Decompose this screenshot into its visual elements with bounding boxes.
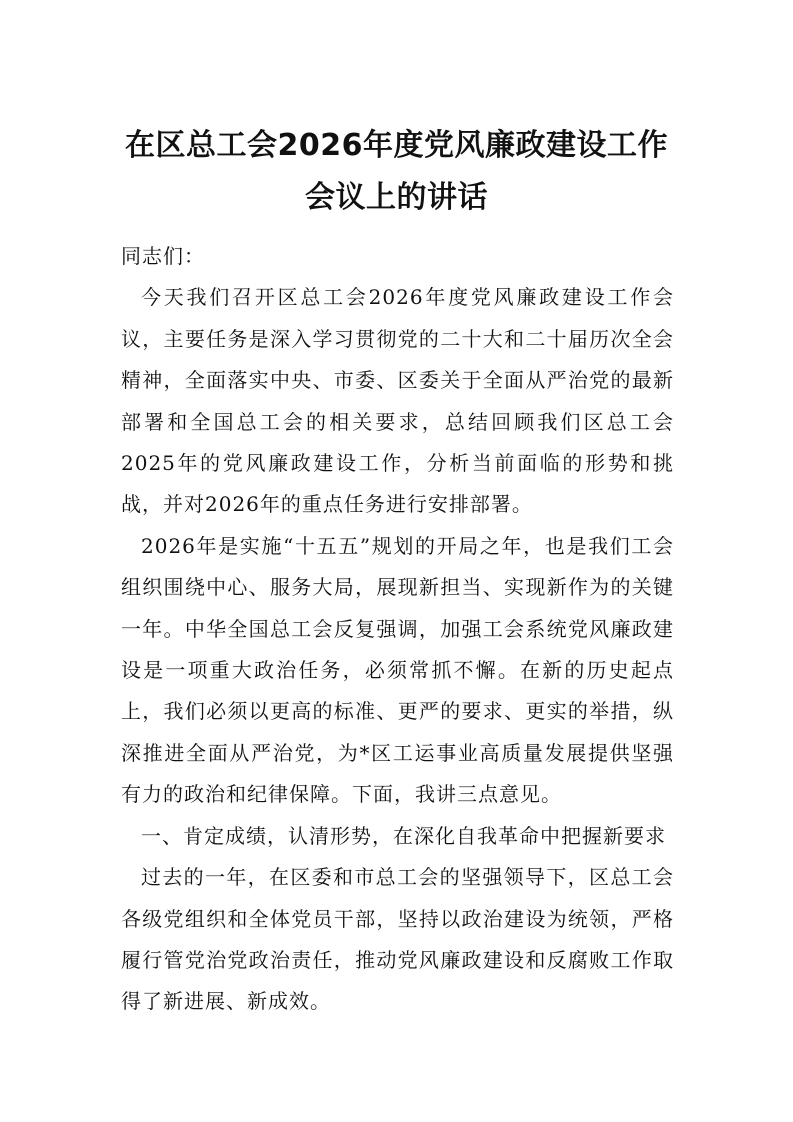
- section-heading-one: 一、肯定成绩，认清形势，在深化自我革命中把握新要求: [141, 823, 666, 848]
- paragraph-opening: 今天我们召开区总工会2026年度党风廉政建设工作会议，主要任务是深入学习贯彻党的二十大和二十届历次全会精神，全面落实中央、市委、区委关于全面从严治党的最新部署和全国总工会的相关要求，总结回顾我们区总工会2025年的党风廉政建设工作，分析当前面临的形势和挑战，并对2026年的重点任务进行安排部署。: [121, 285, 674, 517]
- document-body: [121, 236, 674, 1023]
- paragraph-review: 过去的一年，在区委和市总工会的坚强领导下，区总工会各级党组织和全体党员干部，坚持以政治建设为统领，严格履行管党治党政治责任，推动党风廉政建设和反腐败工作取得了新进展、新成效。: [121, 865, 674, 1014]
- document-title: 在区总工会2026年度党风廉政建设工作会议上的讲话: [125, 128, 668, 215]
- paragraph-context: 2026年是实施“十五五”规划的开局之年，也是我们工会组织围绕中心、服务大局，展现新担当、实现新作为的关键一年。中华全国总工会反复强调，加强工会系统党风廉政建设是一项重大政治任务，必须常抓不懈。在新的历史起点上，我们必须以更高的标准、更严的要求、更实的举措，纵深推进全面从严治党，为*区工运事业高质量发展提供坚强有力的政治和纪律保障。下面，我讲三点意见。: [121, 533, 674, 807]
- salutation: 同志们：: [121, 244, 205, 268]
